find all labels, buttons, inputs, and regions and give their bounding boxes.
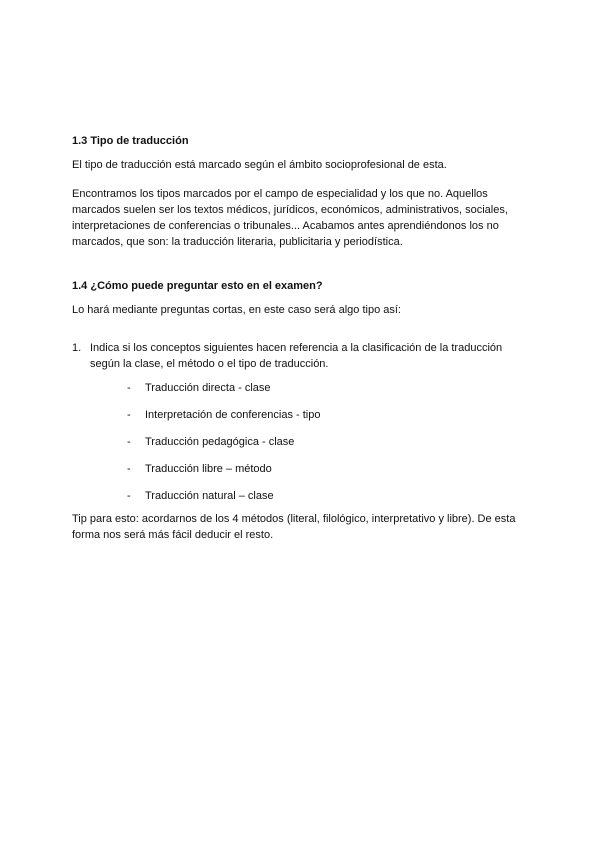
list-item-text: Interpretación de conferencias - tipo — [145, 409, 321, 421]
list-dash: - — [127, 409, 131, 421]
section-title-examen: 1.4 ¿Cómo puede preguntar esto en el examen? — [72, 280, 323, 292]
tip-paragraph: Tip para esto: acordarnos de los 4 métodos (literal, filológico, interpretativo y libre). De esta forma nos será más fácil deducir el resto. — [72, 513, 516, 541]
question-text: Indica si los conceptos siguientes hacen referencia a la clasificación de la traducción según la clase, el método o el tipo de traducción. — [90, 342, 503, 370]
paragraph: El tipo de traducción está marcado según el ámbito socioprofesional de esta. — [72, 159, 447, 171]
list-item-text: Traducción directa - clase — [145, 382, 271, 394]
list-dash: - — [127, 490, 131, 502]
numbered-question — [72, 340, 532, 372]
paragraph: Encontramos los tipos marcados por el campo de especialidad y los que no. Aquellos marcados suelen ser los textos médicos, jurídicos, económicos, administrativos, sociales, interpretaciones de conferencias o tribunales... Acabamos antes aprendiéndonos los no marcados, que son: la traducción literaria, publicitaria y periodística. — [72, 188, 508, 248]
list-item — [72, 434, 532, 450]
section-title-tipo-traduccion: 1.3 Tipo de traducción — [72, 135, 189, 147]
document-content — [72, 133, 532, 543]
list-dash: - — [127, 382, 131, 394]
list-dash: - — [127, 436, 131, 448]
list-item — [72, 380, 532, 396]
list-item-text: Traducción natural – clase — [145, 490, 274, 502]
list-item — [72, 407, 532, 423]
list-item — [72, 488, 532, 504]
list-item-text: Traducción pedagógica - clase — [145, 436, 295, 448]
list-item-text: Traducción libre – método — [145, 463, 272, 475]
paragraph: Lo hará mediante preguntas cortas, en este caso será algo tipo así: — [72, 304, 401, 316]
answer-list — [72, 380, 532, 504]
list-item — [72, 461, 532, 477]
question-number: 1. — [72, 342, 82, 354]
list-dash: - — [127, 463, 131, 475]
